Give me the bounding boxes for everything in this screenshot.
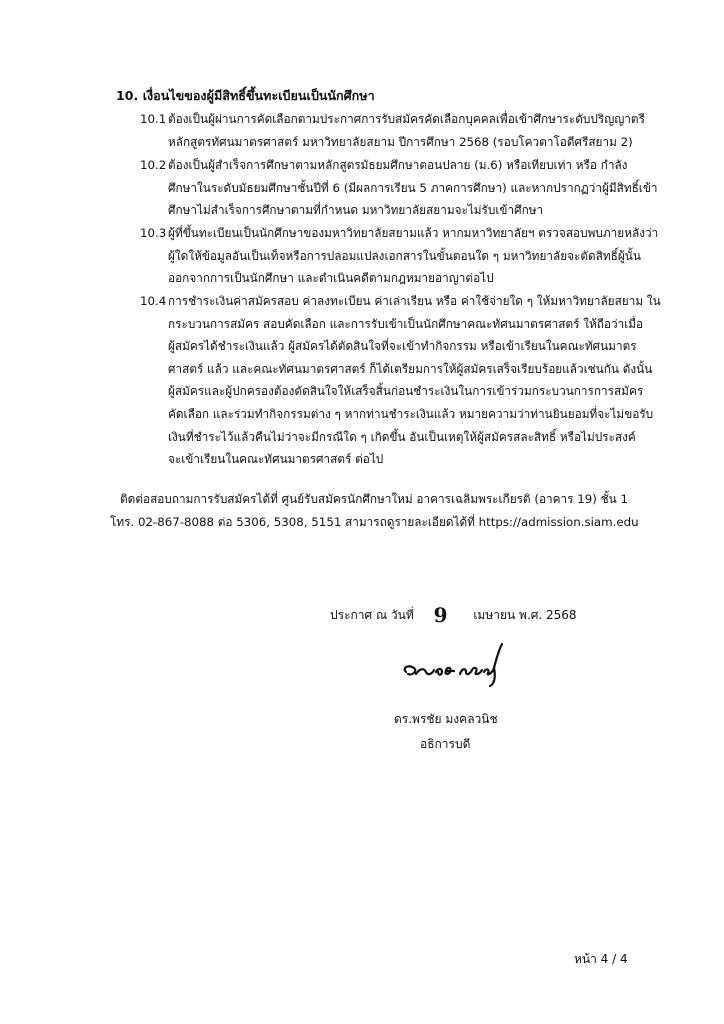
item-line: ศึกษาในระดับมัธยมศึกษาชั้นปีที่ 6 (มีผลการเรียน 5 ภาคการศึกษา) และหากปรากฏว่าผู้มีสิทธิ์เข้า xyxy=(168,180,658,195)
item-line: จะเข้าเรียนในคณะทัศนมาตรศาสตร์ ต่อไป xyxy=(168,452,384,467)
date-month-year: เมษายน พ.ศ. 2568 xyxy=(473,608,577,622)
item-line: ผู้สมัครได้ชำระเงินแล้ว ผู้สมัครได้ตัดสินใจที่จะเข้าทำกิจกรรม หรือเข้าเรียนในคณะทัศนมาตร xyxy=(168,339,637,354)
item-line: ต้องเป็นผู้สำเร็จการศึกษาตามหลักสูตรมัธยมศึกษาตอนปลาย (ม.6) หรือเทียบเท่า หรือ กำลัง xyxy=(168,158,628,172)
signatory-title: อธิการบดี xyxy=(420,737,471,751)
signature-image xyxy=(398,638,516,690)
item-line: หลักสูตรทัศนมาตรศาสตร์ มหาวิทยาลัยสยาม ปีการศึกษา 2568 (รอบโควตาโอดีศรีสยาม 2) xyxy=(168,134,633,149)
item-line: การชำระเงินค่าสมัครสอบ ค่าลงทะเบียน ค่าเล่าเรียน หรือ ค่าใช้จ่ายใด ๆ ให้มหาวิทยาลัยสยาม ใน xyxy=(168,294,661,308)
item-line: กระบวนการสมัคร สอบคัดเลือก และการรับเข้าเป็นนักศึกษาคณะทัศนมาตรศาสตร์ ให้ถือว่าเมื่อ xyxy=(168,316,644,331)
page-number: หน้า 4 / 4 xyxy=(574,952,628,966)
item-line: ผู้สมัครและผู้ปกครองต้องตัดสินใจให้เสร็จสิ้นก่อนชำระเงินในการเข้าร่วมกระบวนการการสมัคร xyxy=(168,384,644,399)
condition-item-10-1 xyxy=(140,108,700,153)
item-number: 10.4 xyxy=(140,294,167,308)
item-line: ผู้ใดให้ข้อมูลอันเป็นเท็จหรือการปลอมแปลงเอกสารในขั้นตอนใด ๆ มหาวิทยาลัยจะตัดสิทธิ์ผู้นั้น xyxy=(168,248,641,263)
item-line: ศึกษาไม่สำเร็จการศึกษาตามที่กำหนด มหาวิทยาลัยสยามจะไม่รับเข้าศึกษา xyxy=(168,203,544,218)
item-line: คัดเลือก และร่วมทำกิจกรรมต่าง ๆ หากท่านชำระเงินแล้ว หมายความว่าท่านยินยอมที่จะไม่ขอรับ xyxy=(168,406,654,421)
condition-item-10-2 xyxy=(140,154,700,222)
date-day: 9 xyxy=(433,603,448,627)
item-line: เงินที่ชำระไว้แล้วคืนไม่ว่าจะมีกรณีใด ๆ เกิดขึ้น อันเป็นเหตุให้ผู้สมัครสละสิทธิ์ หรือไม่ประสงค์ xyxy=(168,429,636,444)
item-number: 10.1 xyxy=(140,112,167,126)
item-number: 10.2 xyxy=(140,158,167,172)
signatory-name: ดร.พรชัย มงคลวนิช xyxy=(394,712,498,726)
section-heading: 10. เงื่อนไขของผู้มีสิทธิ์ขึ้นทะเบียนเป็นนักศึกษา xyxy=(116,88,375,103)
condition-item-10-4 xyxy=(140,290,700,471)
item-number: 10.3 xyxy=(140,226,167,240)
announcement-date xyxy=(330,603,577,627)
item-line: ต้องเป็นผู้ผ่านการคัดเลือกตามประกาศการรับสมัครคัดเลือกบุคคลเพื่อเข้าศึกษาระดับปริญญาตรี xyxy=(168,112,645,126)
contact-line: ติดต่อสอบถามการรับสมัครได้ที่ ศูนย์รับสมัครนักศึกษาใหม่ อาคารเฉลิมพระเกียรติ (อาคาร 19) ชั้น 1 xyxy=(120,492,628,506)
item-line: ออกจากการเป็นนักศึกษา และดำเนินคดีตามกฎหมายอาญาต่อไป xyxy=(168,271,494,286)
contact-line: โทร. 02-867-8088 ต่อ 5306, 5308, 5151 สามารถดูรายละเอียดได้ที่ https://admission.siam.edu xyxy=(110,514,639,529)
contact-info xyxy=(110,488,639,533)
item-line: ศาสตร์ แล้ว และคณะทัศนมาตรศาสตร์ ก็ได้เตรียมการให้ผู้สมัครเสร็จเรียบร้อยแล้วเช่นกัน ดังนั้น xyxy=(168,361,653,376)
condition-item-10-3 xyxy=(140,222,700,290)
date-prefix: ประกาศ ณ วันที่ xyxy=(330,608,414,622)
item-line: ผู้ที่ขึ้นทะเบียนเป็นนักศึกษาของมหาวิทยาลัยสยามแล้ว หากมหาวิทยาลัยฯ ตรวจสอบพบภายหลังว่า xyxy=(168,226,659,240)
